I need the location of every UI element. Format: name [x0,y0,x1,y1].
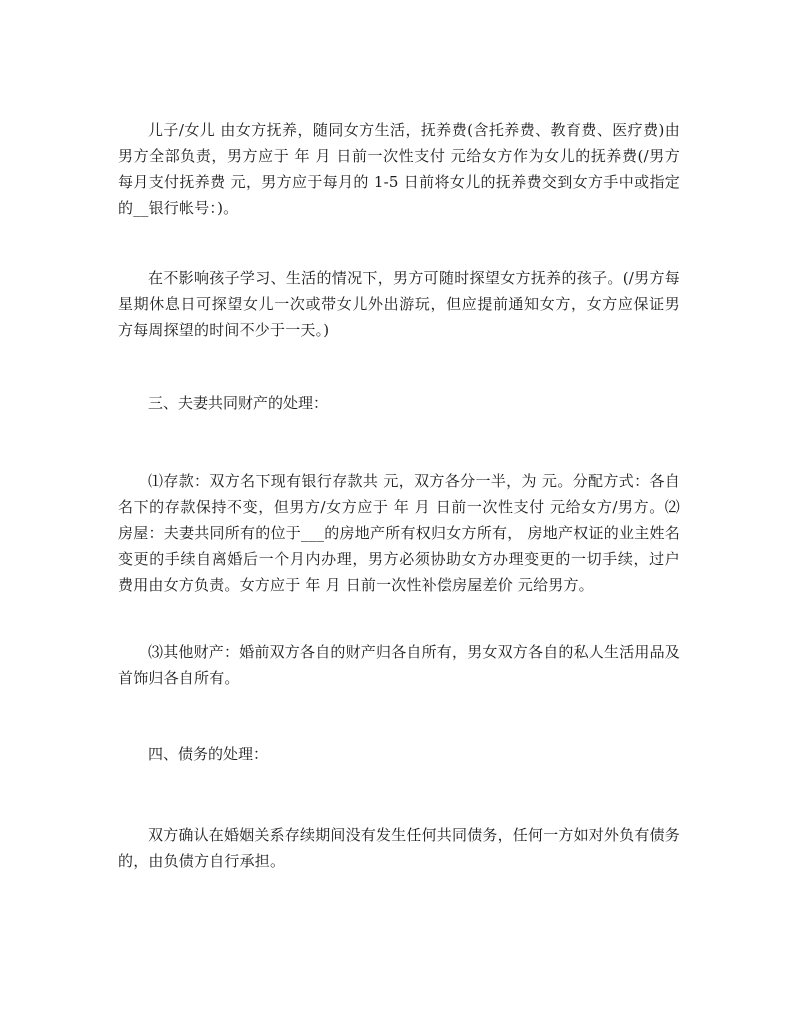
section-heading-debts: 四、债务的处理： [148,745,269,763]
paragraph-visitation: 在不影响孩子学习、生活的情况下，男方可随时探望女方抚养的孩子。(/男方每星期休息日可探望女儿一次或带女儿外出游玩，但应提前通知女方，女方应保证男方每周探望的时间不少于一天。) [118,269,680,339]
paragraph-other-property: ⑶其他财产：婚前双方各自的财产归各自所有，男女双方各自的私人生活用品及首饰归各自所有。 [118,643,681,687]
section-heading-property: 三、夫妻共同财产的处理： [148,394,329,412]
paragraph-debts: 双方确认在婚姻关系存续期间没有发生任何共同债务，任何一方如对外负有债务的，由负债方自行承担。 [118,826,681,870]
paragraph-deposits-housing: ⑴存款：双方名下现有银行存款共 元，双方各分一半，为 元。分配方式：各自名下的存款保持不变，但男方/女方应于 年 月 日前一次性支付 元给女方/男方。⑵房屋：夫妻共同所有的位于___的房地产所有权归女方所有， 房地产权证的业主姓名变更的手续自离婚后一个月内办理，男方必须协助女方办理变更的一切手续，过户费用由女方负责。女方应于 年 月 日前一次性补偿房屋差价 元给男方。 [118,472,680,594]
paragraph-child-custody: 儿子/女儿 由女方抚养，随同女方生活，抚养费(含托养费、教育费、医疗费)由男方全部负责，男方应于 年 月 日前一次性支付 元给女方作为女儿的抚养费(/男方每月支付抚养费 元，男方应于每月的 1-5 日前将女儿的抚养费交到女方手中或指定的__银行帐号：)。 [118,121,680,217]
